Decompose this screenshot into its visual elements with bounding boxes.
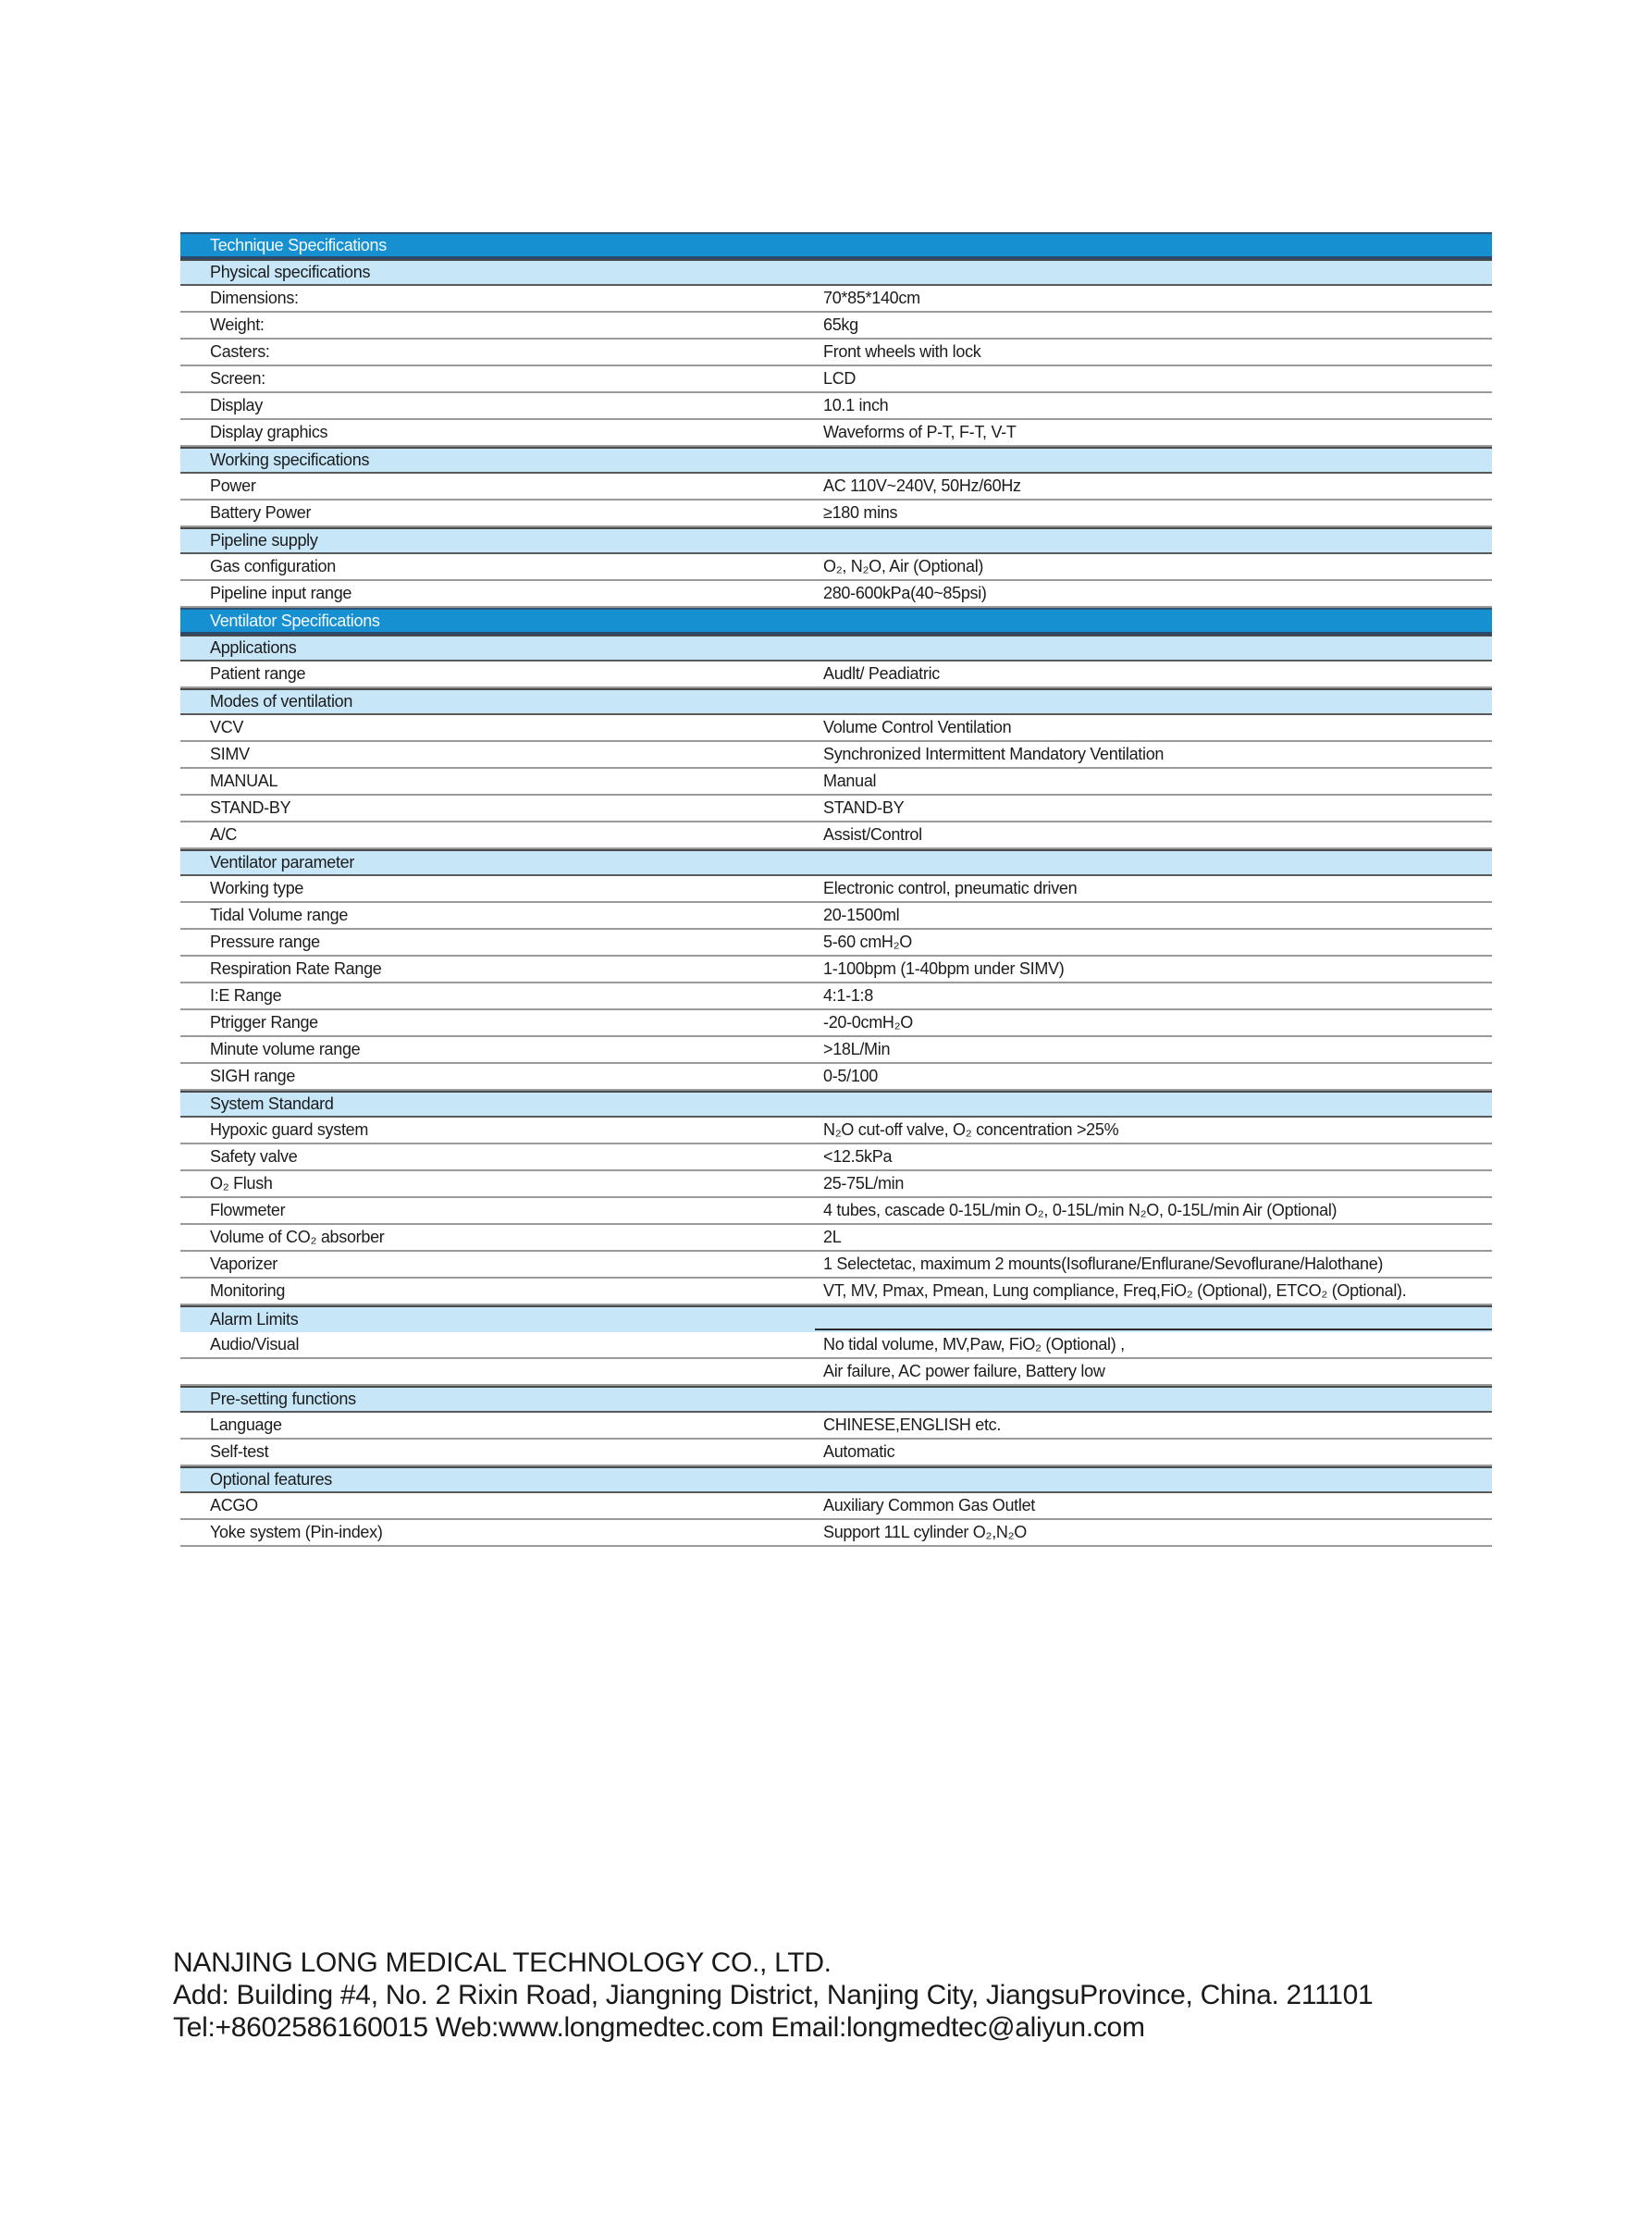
- spec-label: Audio/Visual: [210, 1335, 300, 1354]
- spec-label: Display graphics: [210, 423, 328, 441]
- spec-value: Front wheels with lock: [823, 342, 981, 361]
- spec-label: Language: [210, 1415, 282, 1434]
- spec-value: Audlt/ Peadiatric: [823, 664, 940, 683]
- spec-row: [180, 1332, 1492, 1359]
- spec-label: A/C: [210, 825, 238, 844]
- spec-label: Display: [210, 396, 263, 414]
- section-header-label: Physical specifications: [210, 263, 371, 281]
- section-header-row: [180, 1305, 1492, 1332]
- section-header-label: Applications: [210, 638, 297, 657]
- spec-row: [180, 1064, 1492, 1091]
- spec-label: STAND-BY: [210, 798, 291, 817]
- spec-value: 65kg: [823, 315, 858, 334]
- spec-value: 4 tubes, cascade 0-15L/min O₂, 0-15L/min N₂O, 0-15L/min Air (Optional): [823, 1201, 1338, 1219]
- spec-row: [180, 1037, 1492, 1064]
- section-header-label: Working specifications: [210, 451, 370, 469]
- section-header-row: [180, 849, 1492, 876]
- spec-label: Minute volume range: [210, 1040, 361, 1058]
- spec-value: Manual: [823, 772, 877, 790]
- section-header-label: Ventilator parameter: [210, 853, 355, 871]
- section-header-label: Alarm Limits: [210, 1310, 299, 1329]
- section-header-label: System Standard: [210, 1094, 334, 1113]
- spec-value: >18L/Min: [823, 1040, 891, 1058]
- spec-value: 1-100bpm (1-40bpm under SIMV): [823, 959, 1065, 978]
- spec-row: [180, 796, 1492, 822]
- spec-label: Screen:: [210, 369, 265, 388]
- section-header-row: [180, 635, 1492, 661]
- spec-value: <12.5kPa: [823, 1147, 893, 1166]
- spec-value: 10.1 inch: [823, 396, 889, 414]
- spec-row: [180, 903, 1492, 930]
- table-header-row: [180, 608, 1492, 635]
- spec-label: SIMV: [210, 745, 250, 763]
- spec-value: AC 110V~240V, 50Hz/60Hz: [823, 476, 1021, 495]
- spec-value: 20-1500ml: [823, 906, 900, 924]
- spec-value: 4:1-1:8: [823, 986, 873, 1005]
- spec-value: 70*85*140cm: [823, 289, 920, 307]
- section-header-label: Pre-setting functions: [210, 1390, 356, 1408]
- spec-row: [180, 930, 1492, 957]
- spec-value: Automatic: [823, 1442, 895, 1461]
- spec-label: Flowmeter: [210, 1201, 286, 1219]
- spec-row: [180, 769, 1492, 796]
- spec-label: Weight:: [210, 315, 265, 334]
- spec-label: ACGO: [210, 1496, 258, 1514]
- section-header-row: [180, 1386, 1492, 1413]
- spec-label: Volume of CO₂ absorber: [210, 1228, 385, 1246]
- table-header-label: Ventilator Specifications: [210, 611, 380, 630]
- spec-row: [180, 1279, 1492, 1305]
- spec-label: O₂ Flush: [210, 1174, 273, 1193]
- spec-row: [180, 340, 1492, 366]
- section-header-row: [180, 447, 1492, 474]
- spec-row: [180, 1225, 1492, 1252]
- spec-value: Synchronized Intermittent Mandatory Ventilation: [823, 745, 1165, 763]
- spec-row: [180, 1144, 1492, 1171]
- spec-label: Dimensions:: [210, 289, 299, 307]
- spec-row: [180, 983, 1492, 1010]
- spec-value: -20-0cmH₂O: [823, 1013, 914, 1032]
- spec-value: VT, MV, Pmax, Pmean, Lung compliance, Freq,FiO₂ (Optional), ETCO₂ (Optional).: [823, 1281, 1407, 1300]
- company-contact: Tel:+8602586160015 Web:www.longmedtec.com Email:longmedtec@aliyun.com: [173, 2012, 1145, 2043]
- company-name: NANJING LONG MEDICAL TECHNOLOGY CO., LTD.: [173, 1947, 832, 1978]
- spec-value: Electronic control, pneumatic driven: [823, 879, 1078, 897]
- spec-label: Hypoxic guard system: [210, 1120, 369, 1139]
- spec-row: [180, 876, 1492, 903]
- spec-row: [180, 420, 1492, 447]
- spec-value: 1 Selectetac, maximum 2 mounts(Isoflurane/Enflurane/Sevoflurane/Halothane): [823, 1255, 1384, 1273]
- spec-row: [180, 1359, 1492, 1386]
- spec-row: [180, 1493, 1492, 1520]
- spec-label: Yoke system (Pin-index): [210, 1523, 383, 1541]
- spec-value: CHINESE,ENGLISH etc.: [823, 1415, 1002, 1434]
- spec-label: SIGH range: [210, 1067, 296, 1085]
- section-header-row: [180, 688, 1492, 715]
- spec-row: [180, 1198, 1492, 1225]
- spec-label: Pipeline input range: [210, 584, 352, 602]
- table-header-row: [180, 232, 1492, 259]
- spec-row: [180, 1252, 1492, 1279]
- spec-value: 280-600kPa(40~85psi): [823, 584, 987, 602]
- spec-label: Safety valve: [210, 1147, 298, 1166]
- spec-row: [180, 1413, 1492, 1440]
- spec-row: [180, 661, 1492, 688]
- spec-row: [180, 581, 1492, 608]
- spec-value: Auxiliary Common Gas Outlet: [823, 1496, 1035, 1514]
- spec-label: Casters:: [210, 342, 270, 361]
- spec-row: [180, 1520, 1492, 1547]
- spec-label: VCV: [210, 718, 244, 736]
- section-header-row: [180, 527, 1492, 554]
- spec-row: [180, 822, 1492, 849]
- spec-value: LCD: [823, 369, 857, 388]
- spec-row: [180, 957, 1492, 983]
- spec-label: I:E Range: [210, 986, 282, 1005]
- section-header-row: [180, 1091, 1492, 1118]
- spec-label: Ptrigger Range: [210, 1013, 318, 1032]
- spec-label: Pressure range: [210, 933, 320, 951]
- spec-label: Battery Power: [210, 503, 312, 522]
- alarm-row-divider-line: [815, 1329, 1492, 1330]
- spec-value: No tidal volume, MV,Paw, FiO₂ (Optional) ,: [823, 1335, 1125, 1354]
- table-header-label: Technique Specifications: [210, 235, 387, 254]
- spec-row: [180, 1440, 1492, 1466]
- spec-row: [180, 554, 1492, 581]
- spec-value: Assist/Control: [823, 825, 922, 844]
- spec-row: [180, 1010, 1492, 1037]
- spec-label: Monitoring: [210, 1281, 286, 1300]
- spec-value: Waveforms of P-T, F-T, V-T: [823, 423, 1017, 441]
- footer: [173, 1947, 1542, 2044]
- spec-row: [180, 1171, 1492, 1198]
- spec-label: Self-test: [210, 1442, 269, 1461]
- spec-row: [180, 501, 1492, 527]
- spec-row: [180, 366, 1492, 393]
- spec-row: [180, 286, 1492, 313]
- spec-value: 25-75L/min: [823, 1174, 905, 1193]
- spec-label: Power: [210, 476, 256, 495]
- spec-value: Volume Control Ventilation: [823, 718, 1012, 736]
- spec-label: MANUAL: [210, 772, 278, 790]
- spec-label: Gas configuration: [210, 557, 336, 575]
- section-header-label: Optional features: [210, 1470, 332, 1489]
- spec-value: 0-5/100: [823, 1067, 878, 1085]
- spec-row: [180, 1118, 1492, 1144]
- spec-value: Air failure, AC power failure, Battery low: [823, 1362, 1105, 1380]
- spec-value: 5-60 cmH₂O: [823, 933, 913, 951]
- spec-row: [180, 715, 1492, 742]
- spec-value: N₂O cut-off valve, O₂ concentration >25%: [823, 1120, 1119, 1139]
- spec-label: Patient range: [210, 664, 306, 683]
- spec-value: ≥180 mins: [823, 503, 898, 522]
- section-header-row: [180, 259, 1492, 286]
- spec-label: Vaporizer: [210, 1255, 278, 1273]
- spec-value: Support 11L cylinder O₂,N₂O: [823, 1523, 1027, 1541]
- section-header-row: [180, 1466, 1492, 1493]
- spec-table: [180, 232, 1492, 1547]
- spec-row: [180, 313, 1492, 340]
- spec-row: [180, 742, 1492, 769]
- spec-value: STAND-BY: [823, 798, 905, 817]
- spec-value: 2L: [823, 1228, 842, 1246]
- spec-value: O₂, N₂O, Air (Optional): [823, 557, 984, 575]
- spec-label: Working type: [210, 879, 304, 897]
- spec-label: Respiration Rate Range: [210, 959, 382, 978]
- company-address: Add: Building #4, No. 2 Rixin Road, Jiangning District, Nanjing City, JiangsuProvince, China. 211101: [173, 1980, 1374, 2010]
- section-header-label: Pipeline supply: [210, 531, 318, 550]
- spec-row: [180, 393, 1492, 420]
- spec-label: Tidal Volume range: [210, 906, 349, 924]
- section-header-label: Modes of ventilation: [210, 692, 353, 711]
- spec-row: [180, 474, 1492, 501]
